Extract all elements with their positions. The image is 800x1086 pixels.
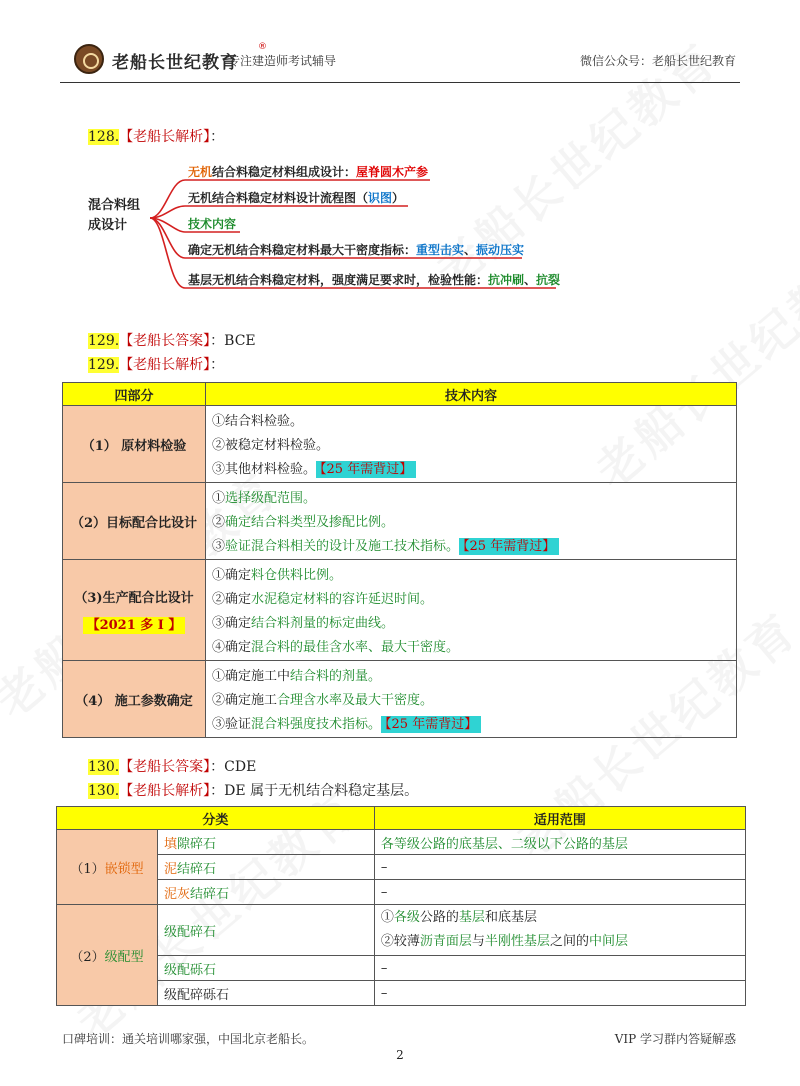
text-span: 水泥稳定材料的容许延迟时间。 — [251, 592, 434, 607]
exam-tag: 【25 年需背过】 — [316, 461, 416, 478]
table-row — [57, 905, 746, 956]
text-span: 振动压实 — [476, 243, 525, 257]
text-span: ③其他材料检验。 — [212, 462, 317, 477]
text-span: 和底基层 — [484, 910, 537, 925]
row-label — [63, 560, 206, 661]
text-span: 泥 — [164, 861, 178, 877]
content-line — [381, 906, 739, 930]
content-line — [381, 930, 739, 954]
content-line — [212, 689, 730, 713]
content-line — [212, 665, 730, 689]
text-span: 确定结合料类型及掺配比例。 — [225, 515, 395, 530]
column-header: 分类 — [57, 807, 375, 830]
text-span: 抗冲刷 — [488, 273, 525, 287]
base-type-table — [56, 806, 746, 1006]
text-span: 沥青面层 — [419, 934, 472, 949]
text-span: 隙碎石 — [177, 836, 217, 852]
header-slogan: 专注建造师考试辅导 — [228, 54, 337, 68]
question-number: 130. — [88, 783, 120, 799]
analysis-label: 【老船长解析】 — [119, 783, 211, 799]
table-row — [57, 981, 746, 1006]
header-wechat: 微信公众号：老船长世纪教育 — [579, 54, 736, 68]
tech-content-table — [62, 382, 737, 738]
question-number: 129. — [88, 357, 120, 373]
answer-value: ：BCE — [210, 333, 256, 349]
analysis-text: ：DE 属于无机结合料稳定基层。 — [210, 783, 419, 799]
exam-tag: 【25 年需背过】 — [459, 538, 559, 555]
text-span: 料仓供料比例。 — [251, 568, 343, 583]
content-line — [212, 564, 730, 588]
scope-cell: – — [374, 981, 745, 1006]
content-line — [212, 612, 730, 636]
text-span: ③验证 — [212, 717, 252, 732]
text-span: 无机结合料稳定材料设计流程图（ — [188, 191, 369, 205]
text-span: ③ — [212, 539, 226, 554]
row-content — [206, 406, 737, 483]
text-span: （2） — [70, 949, 105, 965]
footer-vip: VIP 学习群内答疑解惑 — [614, 1032, 736, 1046]
mindmap-root — [88, 196, 140, 236]
text-span: 选择级配范围。 — [225, 491, 317, 506]
table-header-row — [57, 807, 746, 830]
content-line — [212, 487, 730, 511]
text-span: 结合料剂量的标定曲线。 — [251, 616, 395, 631]
text-span: 半刚性基层 — [484, 934, 550, 949]
analysis-label: 【老船长解析】 — [119, 129, 211, 145]
table-row — [63, 483, 737, 560]
row-label: （2）目标配合比设计 — [63, 483, 206, 560]
text-span: ②确定 — [212, 592, 252, 607]
text-span: ②较薄 — [380, 934, 420, 949]
question-number: 129. — [88, 333, 120, 349]
text-span: 混合料强度技术指标。 — [251, 717, 382, 732]
scope-cell: – — [374, 880, 745, 905]
text-span: 重型击实 — [416, 243, 465, 257]
text-span: ①确定施工中 — [212, 669, 291, 684]
text-span: 结合料的剂量。 — [290, 669, 382, 684]
row-content — [206, 661, 737, 738]
mindmap-root-line2: 成设计 — [88, 218, 128, 233]
type-cell: 级配碎石 — [158, 905, 375, 956]
group-label — [57, 830, 158, 905]
text-span: ① — [380, 910, 394, 925]
text-span: 基层 — [458, 910, 485, 925]
answer-label: 【老船长答案】 — [119, 333, 211, 349]
text-span: 结合料稳定材料组成设计： — [212, 165, 357, 179]
row-label-text: （3)生产配合比设计 — [74, 591, 194, 606]
type-cell: 级配砾石 — [158, 956, 375, 981]
mindmap-item-composition — [188, 163, 428, 180]
scope-cell: – — [374, 956, 745, 981]
scope-cell: 各等级公路的底基层、二级以下公路的基层 — [374, 830, 745, 855]
q129-answer — [88, 332, 256, 350]
text-span: 、 — [464, 243, 477, 257]
type-cell — [158, 830, 375, 855]
table-row — [63, 406, 737, 483]
type-cell: 级配碎砾石 — [158, 981, 375, 1006]
table-row — [57, 855, 746, 880]
content-line — [212, 588, 730, 612]
text-span: 确定无机结合料稳定材料最大干密度指标： — [188, 243, 417, 257]
content-line — [212, 636, 730, 660]
column-header: 技术内容 — [206, 383, 737, 406]
scope-cell: – — [374, 855, 745, 880]
text-span: ） — [392, 191, 405, 205]
text-span: 基层无机结合料稳定材料，强度满足要求时，检验性能： — [188, 273, 489, 287]
text-span: 、 — [524, 273, 537, 287]
table-row — [57, 880, 746, 905]
mindmap-item-performance — [188, 271, 560, 288]
column-header: 四部分 — [63, 383, 206, 406]
text-span: 中间层 — [588, 934, 628, 949]
exam-tag: 【25 年需背过】 — [381, 716, 481, 733]
content-line: ②被稳定材料检验。 — [212, 438, 330, 453]
colon: ： — [210, 129, 225, 145]
table-header-row — [63, 383, 737, 406]
registered-mark: ® — [258, 42, 267, 52]
row-content — [206, 483, 737, 560]
table-row — [63, 661, 737, 738]
text-span: 屋脊圆木产参 — [356, 165, 429, 179]
analysis-label: 【老船长解析】 — [119, 357, 211, 373]
mindmap-item-flowchart — [188, 189, 404, 206]
table-row — [57, 956, 746, 981]
text-span: 结碎石 — [190, 886, 230, 902]
text-span: 填 — [164, 836, 178, 852]
mindmap-item-tech-content: 技术内容 — [188, 217, 237, 231]
text-span: 抗裂 — [536, 273, 561, 287]
text-span: 与 — [471, 934, 485, 949]
text-span: 各级 — [393, 910, 420, 925]
type-cell — [158, 855, 375, 880]
answer-label: 【老船长答案】 — [119, 759, 211, 775]
q129-analysis — [88, 356, 224, 374]
text-span: 混合料的最佳含水率、最大干密度。 — [251, 640, 460, 655]
text-span: 结碎石 — [177, 861, 217, 877]
text-span: 无机 — [188, 165, 213, 179]
column-header: 适用范围 — [374, 807, 745, 830]
mindmap-root-line1: 混合料组 — [88, 198, 141, 213]
content-line — [212, 535, 730, 559]
question-number: 128. — [88, 129, 120, 145]
content-line — [212, 458, 730, 482]
content-line — [212, 511, 730, 535]
answer-value: ：CDE — [210, 759, 257, 775]
text-span: 识图 — [368, 191, 393, 205]
scope-cell — [374, 905, 745, 956]
text-span: ② — [212, 515, 226, 530]
text-span: 泥灰 — [164, 886, 191, 902]
text-span: ① — [212, 491, 226, 506]
content-line — [212, 713, 730, 737]
type-cell — [158, 880, 375, 905]
page-number: 2 — [396, 1048, 404, 1062]
row-label: （4） 施工参数确定 — [63, 661, 206, 738]
text-span: （1） — [70, 861, 105, 877]
text-span: 级配型 — [104, 949, 144, 965]
content-line: ①结合料检验。 — [212, 414, 304, 429]
text-span: ③确定 — [212, 616, 252, 631]
text-span: 之间的 — [549, 934, 589, 949]
exam-tag: 【2021 多 I 】 — [83, 617, 186, 634]
mindmap-item-max-density — [188, 241, 524, 258]
text-span: 验证混合料相关的设计及施工技术指标。 — [225, 539, 460, 554]
brand-name: 老船长世纪教育 — [112, 53, 238, 73]
question-number: 130. — [88, 759, 120, 775]
text-span: ④确定 — [212, 640, 252, 655]
row-content — [206, 560, 737, 661]
text-span: 公路的 — [419, 910, 459, 925]
q130-analysis — [88, 782, 418, 800]
table-row — [57, 830, 746, 855]
text-span: ②确定施工 — [212, 693, 278, 708]
q130-answer — [88, 758, 256, 776]
table-row — [63, 560, 737, 661]
text-span: ①确定 — [212, 568, 252, 583]
footer-slogan: 口碑培训：通关培训哪家强，中国北京老船长。 — [62, 1032, 315, 1046]
group-label — [57, 905, 158, 1006]
row-label: （1） 原材料检验 — [63, 406, 206, 483]
text-span: 合理含水率及最大干密度。 — [277, 693, 434, 708]
colon: ： — [210, 357, 225, 373]
text-span: 嵌锁型 — [104, 861, 144, 877]
